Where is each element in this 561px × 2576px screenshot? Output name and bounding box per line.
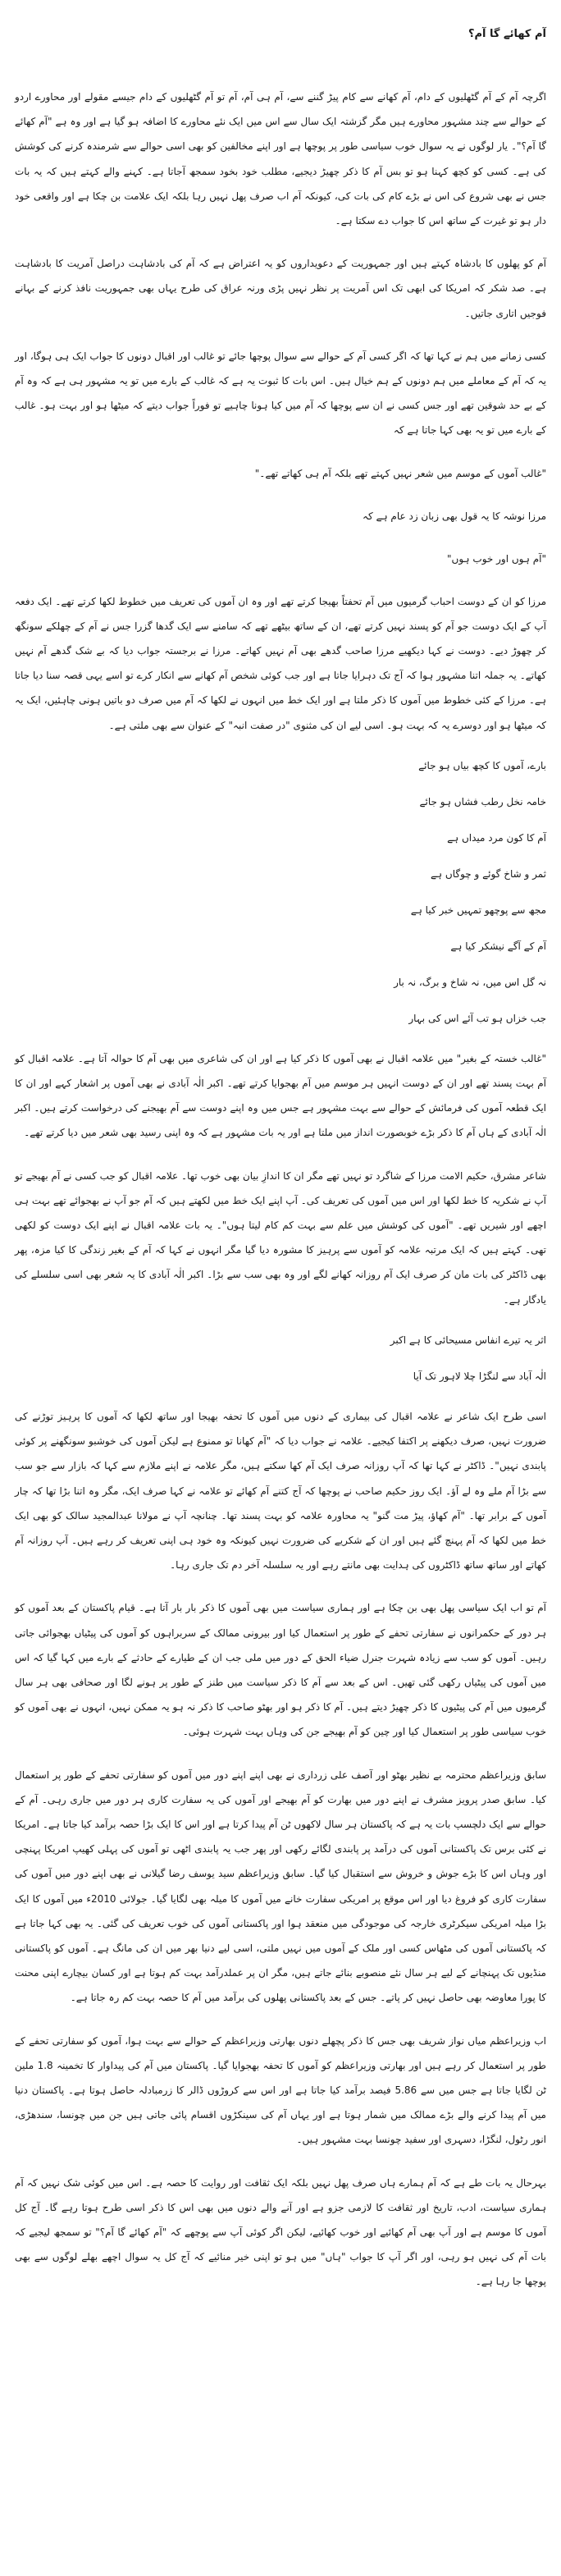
quote-line: مرزا نوشہ کا یہ قول بھی زبان زد عام ہے کہ	[362, 510, 546, 522]
article-paragraph: آم تو اب ایک سیاسی پھل بھی بن چکا ہے اور ہماری سیاست میں بھی آموں کا ذکر بار بار آتا ہے۔ قیام پاکستان کے بعد آموں کو ہر دور کے حکمرانوں نے سفارتی تحفے کے طور پر استعمال کیا اور بیرونی ممالک کے سربراہوں کو آموں کی پیٹیاں بھجوائی جاتی رہیں۔ آموں کو سب سے زیادہ شہرت جنرل ضیاء الحق کے دور میں ملی جب ان کے طیارے کے حادثے کے بارے میں کہا گیا کہ اس میں آموں کی پیٹیاں رکھی گئی تھیں۔ اس کے بعد سے آم کا ذکر سیاست میں طنز کے طور پر ہونے لگا اور صحافی بھی ہر سال گرمیوں میں آم کی پیٹیوں کا ذکر چھیڑ دیتے ہیں۔ آم کا ذکر ہو اور بھٹو صاحب کا ذکر نہ ہو یہ ممکن نہیں، انہوں نے بھی آموں کو خوب سیاسی طور پر استعمال کیا اور چین کو آم بھیجے جن کی وہاں بہت شہرت ہوئی۔	[15, 1602, 546, 1738]
verse-line: بارے، آموں کا کچھ بیاں ہو جائے	[418, 759, 546, 771]
article-paragraph: اب وزیراعظم میاں نواز شریف بھی جس کا ذکر پچھلے دنوں بھارتی وزیراعظم کے حوالے سے بہت ہوا، آموں کو سفارتی تحفے کے طور پر استعمال کر رہے ہیں اور بھارتی وزیراعظم کو آموں کا تحفہ بھجوایا گیا۔ پاکستان میں آم کی پیداوار کا تخمینہ 1.8 ملین ٹن لگایا جاتا ہے جس میں سے 5.86 فیصد برآمد کیا جاتا ہے اور اس سے کروڑوں ڈالر کا زرمبادلہ حاصل ہوتا ہے۔ پاکستان دنیا میں آم پیدا کرنے والے بڑے ممالک میں شمار ہوتا ہے اور یہاں آم کی سینکڑوں اقسام پائی جاتی ہیں جن میں چونسا، سندھڑی، انور رٹول، لنگڑا، دسہری اور سفید چونسا بہت مشہور ہیں۔	[15, 2034, 546, 2146]
quote-line: "آم ہوں اور خوب ہوں"	[447, 552, 546, 565]
article-title: آم کھائے گا آم؟	[468, 28, 546, 40]
akbar-verses	[15, 1330, 546, 1386]
verse-line: اثر یہ تیرے انفاس مسیحائی کا ہے اکبر	[390, 1334, 546, 1346]
verse-line: آم کا کون مرد میداں ہے	[447, 831, 546, 844]
article-paragraph: سابق وزیراعظم محترمہ بے نظیر بھٹو اور آصف علی زرداری نے بھی اپنے اپنے دور میں آموں کو سفارتی تحفے کے طور پر استعمال کیا۔ سابق صدر پرویز مشرف نے اپنے دور میں بھارت کو آم بھیجے اور آموں کی یہ سفارت کاری ہر دور میں جاری رہی۔ آم کے حوالے سے ایک دلچسپ بات یہ ہے کہ پاکستان ہر سال لاکھوں ٹن آم پیدا کرتا ہے اور اس کا ایک بڑا حصہ برآمد کیا جاتا ہے۔ امریکا نے کئی برس تک پاکستانی آموں کی درآمد پر پابندی لگائے رکھی اور پھر جب یہ پابندی اٹھی تو آموں کی پہلی کھیپ امریکا پہنچی اور وہاں اس کا بڑے جوش و خروش سے استقبال کیا گیا۔ سابق وزیراعظم سید یوسف رضا گیلانی نے بھی اپنے دور میں آموں کی سفارت کاری کو فروغ دیا اور اس موقع پر امریکی سفارت خانے میں آموں کا میلہ بھی لگایا گیا۔ جولائی 2010ء میں آموں کا ایک بڑا میلہ امریکی سیکرٹری خارجہ کی موجودگی میں منعقد ہوا اور پاکستانی آموں کی خوب تعریف کی گئی۔ یہ بھی کہا جاتا ہے کہ پاکستانی آموں کی مٹھاس کسی اور ملک کے آموں میں نہیں ملتی، اسی لیے دنیا بھر میں ان کی مانگ ہے۔ آموں کو پاکستانی منڈیوں تک پہنچانے کے لیے ہر سال نئے منصوبے بنائے جاتے ہیں، مگر ان پر عملدرآمد بہت کم ہوتا ہے اور کسان بیچارے اپنی محنت کا پورا معاوضہ بھی حاصل نہیں کر پاتے۔ جس کے بعد پاکستانی پھلوں کی برآمد میں آم کا حصہ بہت کم رہ جاتا ہے۔	[15, 1768, 546, 2004]
ghalib-verses	[15, 756, 546, 1028]
article-paragraph: اگرچہ آم کے آم گٹھلیوں کے دام، آم کھانے سے کام پیڑ گننے سے، آم ہی آم، آم تو آم گٹھلیوں کے دام جیسے مقولے اور محاورے اردو کے حوالے سے چند مشہور محاورے ہیں مگر گزشتہ ایک سال سے اس میں ایک نئے محاورے کا اضافہ ہو گیا ہے اور وہ ہے "آم کھائے گا آم؟"۔ یار لوگوں نے یہ سوال خوب سیاسی طور پر پوچھا ہے اور اپنے مخالفین کو بھی اسی حوالے سے شرمندہ کرنے کی کوشش کی ہے۔ کسی کو کچھ کہنا ہو تو بس آم کا ذکر چھیڑ دیجیے، مطلب خود بخود سمجھ آجاتا ہے۔ کہنے والے کہتے ہیں کہ یہ بات جس نے بھی شروع کی اس نے بڑے کام کی بات کی، کیونکہ آم اب صرف پھل نہیں رہا بلکہ ایک علامت بن چکا ہے اور واقعی خود دار ہو تو غیرت کے ساتھ اس کا جواب دے سکتا ہے۔	[15, 91, 546, 227]
article-paragraph: کسی زمانے میں ہم نے کہا تھا کہ اگر کسی آم کے حوالے سے سوال پوچھا جائے تو غالب اور اقبال دونوں کا جواب ایک ہی ہوگا، اور یہ کہ آم کے معاملے میں ہم دونوں کے ہم خیال ہیں۔ اس بات کا ثبوت یہ ہے کہ غالب کے بارے میں تو یہ مشہور ہی ہے کہ وہ آم کے بے حد شوقین تھے اور جس کسی نے ان سے پوچھا کہ آم میں کیا ہونا چاہیے تو فوراً جواب دیتے کہ میٹھا ہو اور بہت ہو۔ غالب کے بارے میں تو یہ بھی کہا جاتا ہے کہ	[15, 350, 546, 437]
article-paragraph: بہرحال یہ بات طے ہے کہ آم ہمارے ہاں صرف پھل نہیں بلکہ ایک ثقافت اور روایت کا حصہ ہے۔ اس میں کوئی شک نہیں کہ آم ہماری سیاست، ادب، تاریخ اور ثقافت کا لازمی جزو ہے اور آنے والے دنوں میں بھی اس کا ذکر اسی طرح ہوتا رہے گا۔ آج کل آموں کا موسم ہے اور آپ بھی آم کھائیے اور خوب کھائیے، لیکن اگر کوئی آپ سے پوچھے کہ "آم کھائے گا آم؟" تو سمجھ لیجیے کہ بات آم کی نہیں ہو رہی، اور اگر آپ کا جواب "ہاں" میں ہو تو اپنی خیر منائیے کہ آج کل یہ سوال اچھے بھلے لوگوں سے بھی پوچھا جا رہا ہے۔	[15, 2176, 546, 2288]
article-paragraph: "غالب خستہ کے بغیر" میں علامہ اقبال نے بھی آموں کا ذکر کیا ہے اور ان کی شاعری میں بھی آم کا حوالہ آتا ہے۔ علامہ اقبال کو آم بہت پسند تھے اور ان کے دوست انہیں ہر موسم میں آم بھجوایا کرتے تھے۔ اکبر الٰہ آبادی نے بھی آموں پر اشعار کہے اور ان کا ایک قطعہ آموں کی فرمائش کے حوالے سے بہت مشہور ہے جس میں وہ اپنے دوست سے آم بھیجنے کی درخواست کرتے ہیں۔ اکبر الٰہ آبادی کے ہاں آم کا ذکر بڑے خوبصورت انداز میں ملتا ہے اور یہ بات مشہور ہے کہ وہ اپنی رسید بھی شعر میں دیا کرتے تھے۔	[15, 1052, 546, 1139]
article-paragraph: اسی طرح ایک شاعر نے علامہ اقبال کی بیماری کے دنوں میں آموں کا تحفہ بھیجا اور ساتھ لکھا کہ آموں کا پرہیز توڑنے کی ضرورت نہیں، صرف دیکھنے پر اکتفا کیجیے۔ علامہ نے جواب دیا کہ "آم کھانا تو ممنوع ہے لیکن آموں کی خوشبو سونگھنے پر کوئی پابندی نہیں"۔ ڈاکٹر نے کہا تھا کہ آپ روزانہ صرف ایک آم کھا سکتے ہیں، مگر علامہ نے اپنے ملازم سے کہا کہ بازار سے جو سب سے بڑا آم ملے وہ لے آؤ۔ ایک روز حکیم صاحب نے پوچھا کہ آج کتنے آم کھائے تو علامہ نے کہا صرف ایک، مگر وہ اتنا بڑا تھا کہ چار آموں کے برابر تھا۔ "آم کھاؤ، پیڑ مت گنو" یہ محاورہ علامہ کو بہت پسند تھا۔ چنانچہ آپ نے مولانا عبدالمجید سالک کو بھی ایک خط میں لکھا کہ آم پہنچ گئے ہیں اور ان کے شکریے کی ضرورت نہیں کیونکہ وہ خود ہی اپنی تعریف کر رہے ہیں۔ آپ روزانہ آم کھاتے اور ساتھ ساتھ ڈاکٹروں کی ہدایت بھی مانتے رہے اور یہ سلسلہ آخر دم تک جاری رہا۔	[15, 1410, 546, 1572]
verse-line: نہ گل اس میں، نہ شاخ و برگ، نہ بار	[394, 976, 546, 988]
verse-line: آم کے آگے نیشکر کیا ہے	[450, 940, 546, 952]
verse-line: مجھ سے پوچھو تمہیں خبر کیا ہے	[410, 904, 546, 916]
verse-line: الٰہ آباد سے لنگڑا چلا لاہور تک آیا	[413, 1370, 546, 1382]
verse-line: ثمر و شاخ گوئے و چوگاں ہے	[431, 867, 546, 880]
verse-line: خامہ نخل رطب فشاں ہو جائے	[419, 795, 546, 808]
article-paragraph: مرزا کو ان کے دوست احباب گرمیوں میں آم تحفتاً بھیجا کرتے تھے اور وہ ان آموں کی تعریف میں خطوط لکھا کرتے تھے۔ ایک دفعہ آپ کے ایک دوست جو آم کو پسند نہیں کرتے تھے، ان کے ساتھ بیٹھے تھے کہ سامنے سے ایک گدھا گزرا جس نے آم کے چھلکے سونگھ کر چھوڑ دیے۔ دوست نے کہا دیکھیے مرزا صاحب گدھے بھی آم نہیں کھاتے۔ مرزا نے برجستہ جواب دیا کہ بے شک گدھے آم نہیں کھاتے۔ یہ جملہ اتنا مشہور ہوا کہ آج تک دہرایا جاتا ہے اور جب کوئی شخص آم کھانے سے انکار کرے تو اسے یہی قصہ سنا دیا جاتا ہے۔ مرزا کے کئی خطوط میں آموں کا ذکر ملتا ہے اور ایک خط میں انہوں نے لکھا کہ آم میں صرف دو باتیں ہونی چاہئیں، ایک یہ کہ میٹھا ہو اور دوسرے یہ کہ بہت ہو۔ اسی لیے ان کی مثنوی "در صفت انبہ" کے عنوان سے بھی ملتی ہے۔	[15, 595, 546, 731]
verse-line: جب خزاں ہو تب آئے اس کی بہار	[408, 1012, 546, 1024]
article-paragraph: شاعر مشرق، حکیم الامت مرزا کے شاگرد تو نہیں تھے مگر ان کا اندازِ بیان بھی خوب تھا۔ علامہ اقبال کو جب کسی نے آم بھیجے تو آپ نے شکریہ کا خط لکھا اور اس میں آموں کی تعریف کی۔ آپ اپنے ایک خط میں لکھتے ہیں کہ آم جو آپ نے بھجوائے تھے بہت ہی اچھے اور شیریں تھے۔ "آموں کی کوشش میں علم سے بہت کم کام لیتا ہوں"۔ یہ بات علامہ اقبال نے اپنے ایک دوست کو لکھی تھی۔ کہتے ہیں کہ ایک مرتبہ علامہ کو آموں سے پرہیز کا مشورہ دیا گیا مگر انہوں نے کہا کہ آم کے بغیر زندگی کا کیا مزہ، پھر بھی ڈاکٹر کی بات مان کر صرف ایک آم روزانہ کھانے لگے اور وہ بھی سب سے بڑا۔ اکبر الٰہ آبادی کا یہ شعر بھی اسی سلسلے کی یادگار ہے۔	[15, 1169, 546, 1306]
quote-line: "غالب آموں کے موسم میں شعر نہیں کہتے تھے بلکہ آم ہی کھاتے تھے۔"	[254, 467, 546, 479]
article-paragraph: آم کو پھلوں کا بادشاہ کہتے ہیں اور جمہوریت کے دعویداروں کو یہ اعتراض ہے کہ آم کی بادشاہت دراصل آمریت کا بادشاہت ہے۔ صد شکر کہ امریکا کی ابھی تک اس آمریت پر نظر نہیں پڑی ورنہ عراق کی طرح یہاں بھی جمہوریت نافذ کرنے کے بہانے فوجیں اتاری جاتیں۔	[15, 258, 546, 319]
